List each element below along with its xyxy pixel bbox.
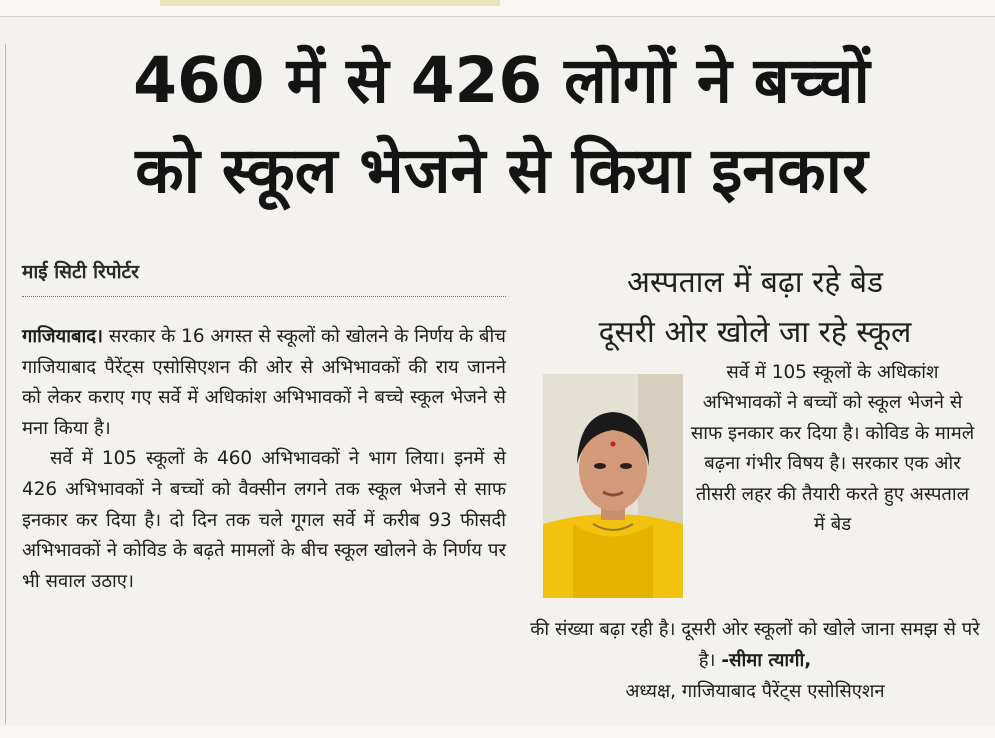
article-paragraph-1 (22, 322, 506, 444)
top-page-strip (0, 0, 995, 17)
sidebar-subhead-line-2: दूसरी ओर खोले जा रहे स्कूल (598, 315, 912, 350)
column-rule (5, 44, 6, 724)
article-paragraph-2: सर्वे में 105 स्कूलों के 460 अभिभावकों ने भाग लिया। इनमें से 426 अभिभावकों ने बच्चों को वैक्सीन लगने तक स्कूल भेजने से साफ इनकार कर दिया है। दो दिन तक चले गूगल सर्वे में करीब 93 फीसदी अभिभावकों ने कोविड के बढ़ते मामलों के बीच स्कूल खोलने के निर्णय पर भी सवाल उठाए। (22, 448, 506, 592)
portrait-photo (543, 374, 683, 598)
sidebar-subhead-line-1: अस्पताल में बढ़ा रहे बेड (626, 265, 884, 300)
headline-line-1: 460 में से 426 लोगों ने बच्चों (133, 44, 870, 117)
byline-divider (22, 296, 506, 297)
sidebar-subhead (520, 258, 990, 358)
bottom-page-strip (0, 727, 995, 738)
sidebar-quote-lower (520, 614, 990, 707)
dateline: गाजियाबाद। (22, 326, 103, 347)
highlight-bar (160, 0, 500, 6)
byline: माई सिटी रिपोर्टर (22, 261, 139, 283)
sidebar-quote-upper: सर्वे में 105 स्कूलों के अधिकांश अभिभावकों ने बच्चों को स्कूल भेजने से साफ इनकार कर दिया है। कोविड के मामले बढ़ना गंभीर विषय है। सरकार एक ओर तीसरी लहर की तैयारी करते हुए अस्पताल में बेड (690, 362, 975, 536)
headline (24, 36, 979, 216)
article-body (22, 322, 506, 597)
portrait-illustration (543, 374, 683, 598)
headline-line-2: को स्कूल भेजने से किया इनकार (135, 134, 868, 207)
quote-attribution-title: अध्यक्ष, गाजियाबाद पैरेंट्स एसोसिएशन (625, 681, 885, 702)
sidebar-quote-lower-text: की संख्या बढ़ा रही है। दूसरी ओर स्कूलों को खोले जाना समझ से परे है। (530, 619, 980, 671)
quote-attribution-name: -सीमा त्यागी, (721, 650, 812, 671)
article-paragraph-1-text: सरकार के 16 अगस्त से स्कूलों को खोलने के निर्णय के बीच गाजियाबाद पैरेंट्स एसोसिएशन की ओर से अभिभावकों की राय जानने को लेकर कराए गए सर्वे में अधिकांश अभिभावकों ने बच्चे स्कूल भेजने से मना किया है। (22, 326, 506, 439)
